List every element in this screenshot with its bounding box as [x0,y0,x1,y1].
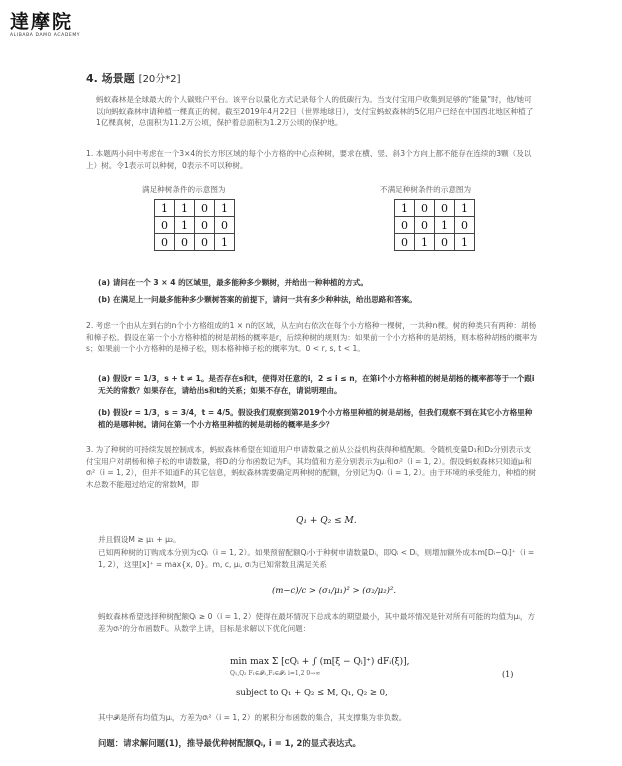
grid-cell: 1 [395,200,415,217]
q1-part-b: (b) 在满足上一问最多能种多少颗树答案的前提下，请问一共有多少种种法，给出思路和答案。 [98,295,417,304]
q3-text-2: 并且假设M ≥ μ₁ + μ₂。 [98,535,181,544]
invalid-grid [394,199,475,251]
q3-text-3: 已知两种树的订购成本分别为cQᵢ（i = 1, 2）。如果预留配额Qᵢ小于种树申请数量Dᵢ，即Qᵢ < Dᵢ，则增加额外成本m[Dᵢ−Qᵢ]⁺（i = 1, 2），这里[x]⁺ = max{x, 0}。m, c, μᵢ, σᵢ为已知常数且满足关系 [98,548,535,569]
q1-part-a: (a) 请问在一个 3 × 4 的区域里，最多能种多少颗树，并给出一种种植的方式。 [98,278,369,287]
q3-text-1: 3. 为了种树的可持续发展控制成本，蚂蚁森林希望在知道用户申请数量之前从公益机构获得种植配额。令随机变量D₁和D₂分别表示支付宝用户对胡杨和樟子松的申请数量，将Dᵢ的分布函数记为Fᵢ，其均值和方差分别表示为μᵢ和σᵢ²（i = 1, 2）。假设蚂蚁森林只知道μᵢ和σᵢ²（i = 1, 2），但并不知道Fᵢ的其它信息，蚂蚁森林需要确定两种树的配额，分别记为Qᵢ（i = 1, 2）。由于环境的承受能力，种植的树木总数不能超过给定的常数M，即 [86,445,536,489]
grid-cell: 1 [455,200,475,217]
q3-equation-number: (1) [502,670,514,679]
q3-subject-to: subject to Q₁ + Q₂ ≤ M, Q₁, Q₂ ≥ 0, [236,688,388,698]
grid-cell: 0 [175,234,195,251]
grid-cell: 0 [395,217,415,234]
grid-cell: 0 [395,234,415,251]
grid-cell: 0 [215,217,235,234]
logo-name: 達摩院 [10,11,74,33]
q3-relation: (m−c)/c > (σ₁/μ₁)² > (σ₂/μ₂)². [272,586,397,596]
grid-cell: 0 [435,234,455,251]
grid-row [155,234,235,251]
q3-question: 问题：请求解问题(1)，推导最优种树配额Qᵢ, i = 1, 2的显式表达式。 [98,738,362,748]
grid-cell: 1 [175,200,195,217]
section-points: [20分*2] [138,74,181,85]
q1-text: 1. 本题两小问中考虑在一个3×4的长方形区域的每个小方格的中心点种树，要求在横、竖、斜3个方向上都不能存在连续的3颗（及以上）树。令1表示可以种树，0表示不可以种树。 [86,149,532,170]
logo-subtitle: ALIBABA DAMO ACADEMY [10,33,81,38]
grid-cell: 1 [215,200,235,217]
q3-constraint: Q₁ + Q₂ ≤ M. [296,516,357,526]
valid-grid [154,199,235,251]
q3-objective-subscripts: Q₁,Q₂ F₁∈𝓕₁,F₂∈𝓕₂ i=1,2 0→∞ [230,670,321,677]
grid-cell: 1 [435,217,455,234]
logo [10,12,102,38]
intro-paragraph: 蚂蚁森林是全球最大的个人碳账户平台。该平台以量化方式记录每个人的低碳行为。当支付宝用户收集到足够的“能量”时，他/她可以向蚂蚁森林申请种植一棵真正的树。截至2019年4月22日（世界地球日），支付宝蚂蚁森林的5亿用户已经在中国西北地区种植了1亿棵真树，总面积为11.2万公顷，保护着总面积为1.2万公顷的保护地。 [96,95,534,128]
section-title: 4. 场景题 [86,72,135,85]
grid-cell: 0 [415,200,435,217]
grid-row [395,234,475,251]
q3-text-5: 其中𝓕ᵢ是所有均值为μᵢ，方差为σᵢ²（i = 1, 2）的累积分布函数的集合，其支撑集为非负数。 [98,713,407,722]
q2-part-b: (b) 假设r = 1/3，s = 3/4，t = 4/5。假设我们观察到第2019个小方格里种植的树是胡杨，但我们观察不到在其它小方格里种植的是哪种树。请问在第一个小方格里种植的树是胡杨的概率是多少？ [98,408,533,429]
grid-cell: 1 [175,217,195,234]
grid-row [395,200,475,217]
grid-cell: 0 [195,200,215,217]
grid-cell: 1 [155,200,175,217]
q3-objective: min max Σ [cQᵢ + ∫ (m[ξ − Qᵢ]⁺) dFᵢ(ξ)], [230,657,410,667]
section-heading [86,70,181,86]
q1-caption-bad: 不满足种树条件的示意图为 [380,185,472,194]
grid-cell: 0 [415,217,435,234]
grid-cell: 1 [415,234,435,251]
grid-cell: 0 [155,234,175,251]
grid-cell: 0 [455,217,475,234]
q3-text-4: 蚂蚁森林希望选择种树配额Qᵢ ≥ 0（i = 1, 2）使得在最坏情况下总成本的期望最小，其中最坏情况是针对所有可能的均值为μᵢ，方差为σᵢ²的分布函数Fᵢ。从数学上讲，目标是求解以下优化问题： [98,612,536,633]
q2-part-a: (a) 假设r = 1/3，s + t ≠ 1。是否存在s和t，使得对任意的i，2 ≤ i ≤ n，在第i个小方格种植的树是胡杨的概率都等于一个跟i无关的常数？如果存在，请给出s和t的关系；如果不存在，请说明理由。 [98,374,535,395]
q1-caption-ok: 满足种树条件的示意图为 [142,185,226,194]
grid-row [395,217,475,234]
grid-cell: 1 [215,234,235,251]
grid-row [155,217,235,234]
grid-cell: 0 [195,217,215,234]
grid-row [155,200,235,217]
grid-cell: 0 [195,234,215,251]
grid-cell: 0 [435,200,455,217]
q2-text: 2. 考虑一个由从左到右的n个小方格组成的1 × n的区域，从左向右依次在每个小方格种一棵树，一共种n棵。树的种类只有两种：胡杨和樟子松。假设在第一个小方格种植的树是胡杨的概率是r，后续种树的规则为：如果前一个小方格种的是胡杨，则本格种胡杨的概率为s；如果前一个小方格种的是樟子松，则本格种樟子松的概率为t。0 < r, s, t < 1。 [86,321,538,354]
grid-cell: 1 [455,234,475,251]
grid-cell: 0 [155,217,175,234]
